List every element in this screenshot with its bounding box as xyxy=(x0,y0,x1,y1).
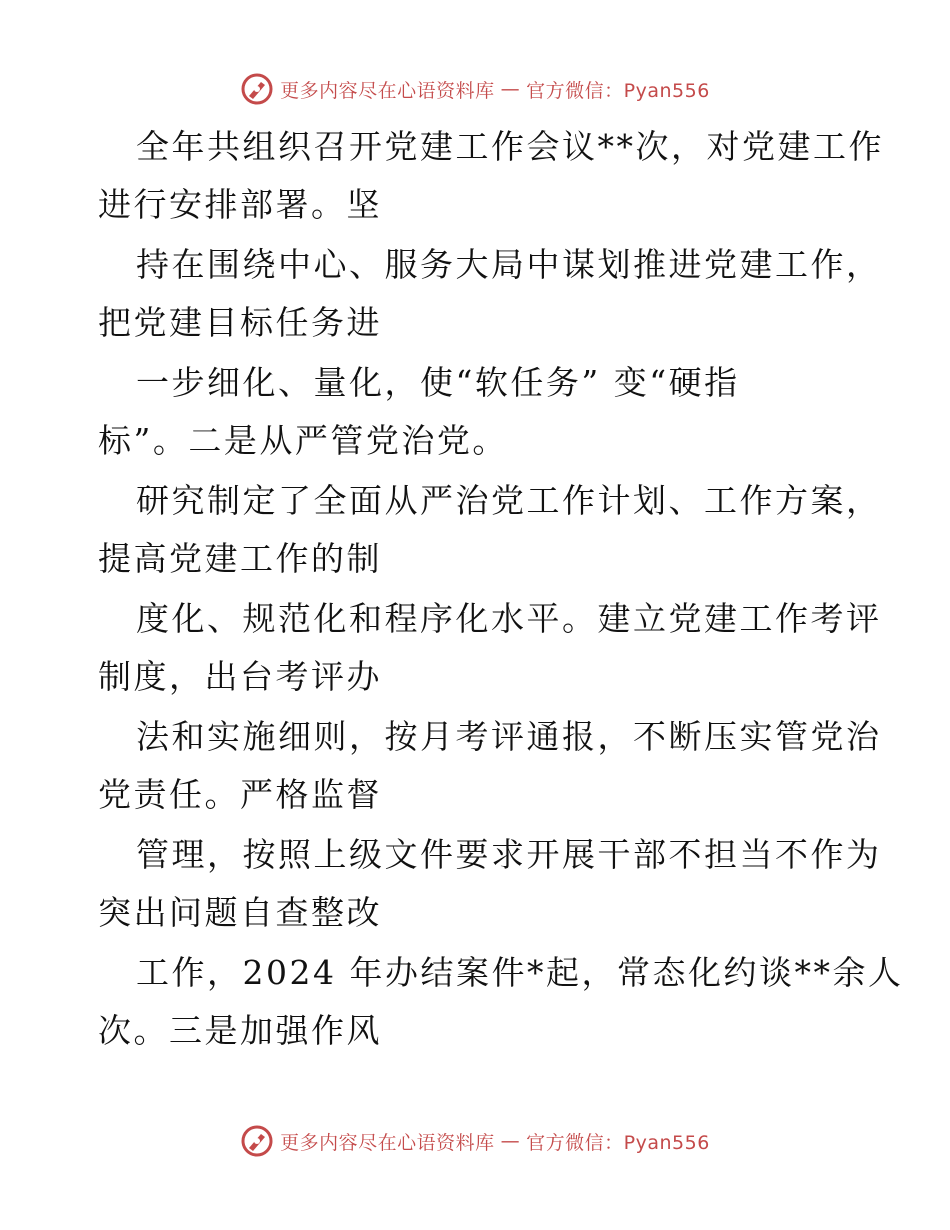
paragraph xyxy=(98,472,882,588)
paragraph-line: 次。三是加强作风 xyxy=(98,1011,382,1050)
paragraph xyxy=(98,236,882,352)
paragraph-line: 突出问题自查整改 xyxy=(98,893,382,932)
paragraph-line: 度化、规范化和程序化水平。建立党建工作考评 xyxy=(136,599,882,638)
pen-logo-icon xyxy=(240,72,274,106)
paragraph-line: 法和实施细则，按月考评通报，不断压实管党治 xyxy=(136,717,882,756)
watermark-separator: — xyxy=(500,78,521,100)
paragraph xyxy=(98,826,882,942)
paragraph xyxy=(98,944,904,1060)
paragraph-line: 把党建目标任务进 xyxy=(98,303,382,342)
paragraph xyxy=(98,590,882,706)
watermark-contact-text: 官方微信：Pyan556 xyxy=(526,79,710,102)
watermark-separator: — xyxy=(500,1130,521,1152)
paragraph xyxy=(98,354,858,470)
paragraph-line: 管理，按照上级文件要求开展干部不担当不作为 xyxy=(136,835,882,874)
watermark-contact-text: 官方微信：Pyan556 xyxy=(526,1131,710,1154)
paragraph-line: 持在围绕中心、服务大局中谋划推进党建工作， xyxy=(136,245,882,284)
paragraph-line: 提高党建工作的制 xyxy=(98,539,382,578)
paragraph-line: 工作，2024 年办结案件*起，常态化约谈**余人 xyxy=(136,953,904,992)
paragraph xyxy=(98,708,882,824)
document-body xyxy=(98,118,904,1060)
paragraph-line: 进行安排部署。坚 xyxy=(98,185,382,224)
paragraph-line: 研究制定了全面从严治党工作计划、工作方案， xyxy=(136,481,882,520)
paragraph-line: 制度，出台考评办 xyxy=(98,657,382,696)
pen-logo-icon xyxy=(240,1124,274,1158)
paragraph xyxy=(98,118,884,234)
paragraph-line: 党责任。严格监督 xyxy=(98,775,382,814)
header-watermark xyxy=(0,72,950,106)
watermark-main-text: 更多内容尽在心语资料库 xyxy=(280,1131,495,1154)
paragraph-line: 全年共组织召开党建工作会议**次，对党建工作 xyxy=(136,127,884,166)
paragraph-line: 标”。二是从严管党治党。 xyxy=(98,421,508,460)
footer-watermark xyxy=(0,1124,950,1158)
watermark-main-text: 更多内容尽在心语资料库 xyxy=(280,79,495,102)
paragraph-line: 一步细化、量化，使“软任务” 变“硬指 xyxy=(136,363,740,402)
